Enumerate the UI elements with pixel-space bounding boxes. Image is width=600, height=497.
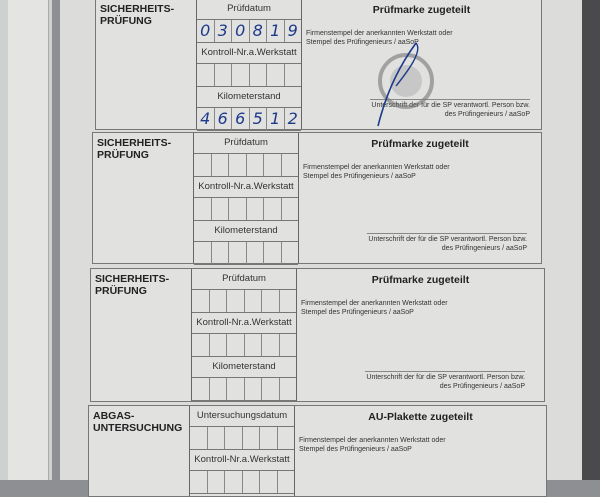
mileage-digit-boxes[interactable] — [192, 378, 296, 401]
sticker-title: AU-Plakette zugeteilt — [368, 411, 473, 423]
section-label — [97, 137, 171, 161]
inspection-section — [95, 0, 542, 130]
date-digit[interactable] — [212, 154, 230, 176]
mileage-digit-boxes[interactable] — [197, 108, 301, 131]
page-edge — [8, 0, 49, 480]
control-number-digit[interactable] — [190, 471, 208, 493]
left-page — [0, 0, 52, 480]
section-label-line-1: SICHERHEITS- — [95, 273, 170, 285]
mileage-digit[interactable]: 1 — [267, 108, 285, 130]
mileage-digit[interactable]: 4 — [197, 108, 215, 130]
section-label-line-1: SICHERHEITS- — [97, 137, 172, 149]
control-number-digit[interactable] — [262, 334, 280, 356]
mileage-digit[interactable] — [282, 242, 299, 264]
stamp-instructions: Firmenstempel der anerkannten Werkstatt oder Stempel des Prüfingenieurs / aaSoP — [306, 30, 453, 46]
control-number-digit[interactable] — [227, 334, 245, 356]
control-number-label: Kontroll-Nr.a.Werkstatt — [192, 313, 296, 334]
control-number-digit[interactable] — [197, 64, 215, 86]
control-number-label: Kontroll-Nr.a.Werkstatt — [197, 43, 301, 64]
control-number-digit[interactable] — [243, 471, 261, 493]
control-number-digit-boxes[interactable] — [192, 334, 296, 357]
mileage-digit[interactable] — [247, 242, 265, 264]
sticker-title: Prüfmarke zugeteilt — [371, 274, 470, 286]
control-number-digit[interactable] — [247, 198, 265, 220]
date-digit[interactable] — [278, 427, 295, 449]
mileage-digit[interactable]: 2 — [287, 109, 298, 128]
control-number-digit[interactable] — [267, 64, 285, 86]
date-digit[interactable] — [262, 290, 280, 312]
control-number-digit[interactable] — [260, 471, 278, 493]
date-digit[interactable] — [208, 427, 226, 449]
sticker-title: Prüfmarke zugeteilt — [371, 138, 469, 150]
control-number-digit[interactable] — [192, 334, 210, 356]
section-label-line-2: PRÜFUNG — [97, 149, 149, 161]
mileage-digit[interactable] — [192, 378, 210, 400]
mileage-digit[interactable] — [227, 378, 245, 400]
section-label — [95, 273, 169, 297]
date-digit[interactable] — [229, 154, 247, 176]
mileage-digit[interactable] — [264, 242, 282, 264]
date-digit-boxes[interactable] — [194, 154, 298, 177]
mileage-digit[interactable] — [212, 242, 230, 264]
date-digit[interactable] — [247, 154, 265, 176]
date-digit[interactable] — [190, 427, 208, 449]
inspection-section — [92, 132, 542, 264]
date-label: Prüfdatum — [194, 133, 298, 154]
date-label: Untersuchungsdatum — [190, 406, 294, 427]
data-column — [191, 269, 297, 401]
signature-line: Unterschrift der für die SP verantwortl. Person bzw. des Prüfingenieurs / aaSoP — [367, 233, 527, 253]
data-column — [196, 0, 302, 129]
date-digit[interactable]: 0 — [232, 20, 250, 42]
control-number-digit[interactable] — [278, 471, 295, 493]
date-digit-boxes[interactable] — [197, 20, 301, 43]
date-digit[interactable] — [282, 154, 299, 176]
control-number-digit[interactable] — [285, 64, 302, 86]
section-label-line-2: PRÜFUNG — [95, 285, 147, 297]
mileage-label: Kilometerstand — [197, 87, 301, 108]
sticker-title: Prüfmarke zugeteilt — [372, 4, 471, 16]
mileage-digit[interactable]: 6 — [215, 108, 233, 130]
control-number-digit[interactable] — [232, 64, 250, 86]
official-stamp-and-signature-icon — [368, 41, 458, 131]
section-label-line-1: SICHERHEITS- — [100, 3, 175, 15]
signature-line: Unterschrift der für die SP verantwortl. Person bzw. des Prüfingenieurs / aaSoP — [370, 99, 530, 119]
date-digit[interactable] — [210, 290, 228, 312]
data-column — [193, 133, 299, 263]
mileage-digit[interactable] — [280, 378, 297, 400]
control-number-digit[interactable] — [210, 334, 228, 356]
section-label-line-2: UNTERSUCHUNG — [93, 422, 183, 434]
date-label: Prüfdatum — [192, 269, 296, 290]
control-number-digit[interactable] — [264, 198, 282, 220]
control-number-digit[interactable] — [208, 471, 226, 493]
inspection-section — [90, 268, 545, 402]
mileage-digit[interactable]: 5 — [250, 108, 268, 130]
date-digit[interactable]: 9 — [287, 21, 298, 40]
date-digit[interactable] — [260, 427, 278, 449]
section-label-line-2: PRÜFUNG — [100, 15, 152, 27]
control-number-digit[interactable] — [194, 198, 212, 220]
signature-line: Unterschrift der für die SP verantwortl. Person bzw. des Prüfingenieurs / aaSoP — [365, 371, 525, 391]
section-label — [100, 3, 174, 27]
mileage-digit[interactable] — [245, 378, 263, 400]
date-digit[interactable] — [243, 427, 261, 449]
mileage-digit[interactable] — [229, 242, 247, 264]
mileage-label: Kilometerstand — [192, 357, 296, 378]
control-number-digit[interactable] — [245, 334, 263, 356]
control-number-label: Kontroll-Nr.a.Werkstatt — [190, 450, 294, 471]
control-number-digit-boxes[interactable] — [194, 198, 298, 221]
control-number-digit-boxes[interactable] — [190, 471, 294, 494]
section-label — [93, 410, 182, 434]
mileage-digit[interactable] — [194, 242, 212, 264]
stamp-instructions: Firmenstempel der anerkannten Werkstatt oder Stempel des Prüfingenieurs / aaSoP — [299, 437, 446, 453]
background-edge — [582, 0, 600, 480]
date-digit[interactable] — [194, 154, 212, 176]
control-number-digit[interactable] — [282, 198, 299, 220]
mileage-digit[interactable] — [210, 378, 228, 400]
date-digit[interactable] — [245, 290, 263, 312]
date-digit[interactable] — [225, 427, 243, 449]
section-label-line-1: ABGAS- — [93, 410, 135, 422]
date-digit-boxes[interactable] — [190, 427, 294, 450]
control-number-digit[interactable] — [215, 64, 233, 86]
inspection-section — [88, 405, 547, 497]
mileage-digit[interactable]: 6 — [232, 108, 250, 130]
date-digit[interactable]: 0 — [197, 20, 215, 42]
date-digit[interactable] — [227, 290, 245, 312]
date-digit[interactable]: 8 — [250, 20, 268, 42]
date-digit[interactable]: 3 — [215, 20, 233, 42]
control-number-digit[interactable] — [229, 198, 247, 220]
date-digit[interactable] — [264, 154, 282, 176]
control-number-digit[interactable] — [225, 471, 243, 493]
mileage-digit-boxes[interactable] — [194, 242, 298, 265]
date-label: Prüfdatum — [197, 0, 301, 20]
control-number-label: Kontroll-Nr.a.Werkstatt — [194, 177, 298, 198]
control-number-digit[interactable] — [212, 198, 230, 220]
date-digit[interactable]: 1 — [267, 20, 285, 42]
mileage-label: Kilometerstand — [194, 221, 298, 242]
date-digit[interactable] — [192, 290, 210, 312]
control-number-digit[interactable] — [250, 64, 268, 86]
control-number-digit-boxes[interactable] — [197, 64, 301, 87]
data-column — [189, 406, 295, 496]
control-number-digit[interactable] — [280, 334, 297, 356]
mileage-digit[interactable] — [262, 378, 280, 400]
date-digit-boxes[interactable] — [192, 290, 296, 313]
stamp-instructions: Firmenstempel der anerkannten Werkstatt oder Stempel des Prüfingenieurs / aaSoP — [301, 300, 448, 316]
stamp-instructions: Firmenstempel der anerkannten Werkstatt oder Stempel des Prüfingenieurs / aaSoP — [303, 164, 450, 180]
date-digit[interactable] — [280, 290, 297, 312]
